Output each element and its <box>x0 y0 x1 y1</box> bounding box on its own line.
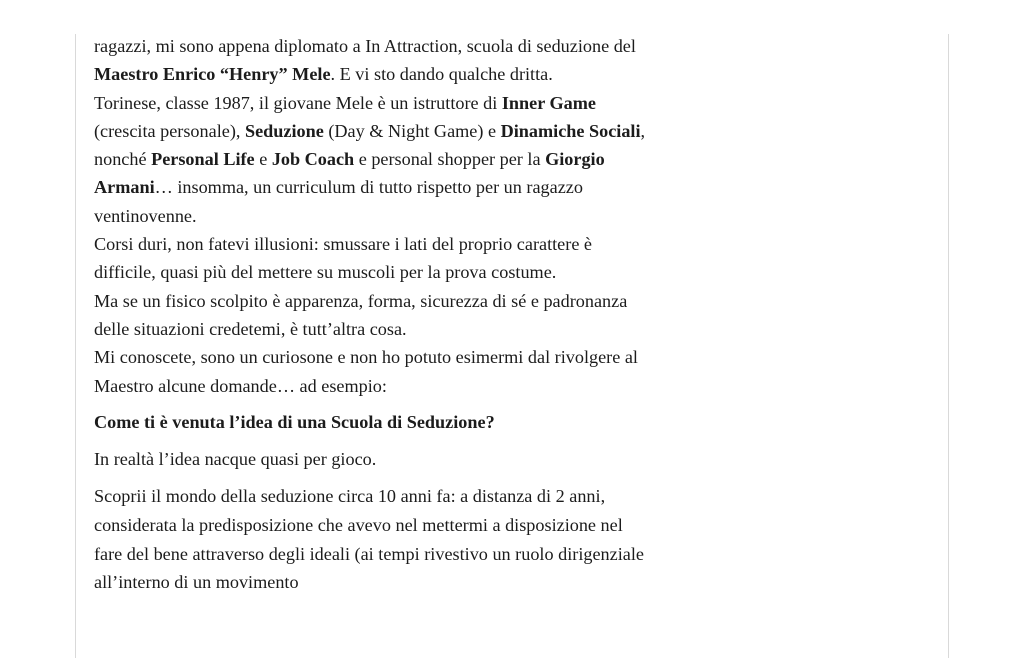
intro-text-4: (crescita personale), <box>94 120 245 141</box>
personal-life-bold: Personal Life <box>151 149 255 170</box>
job-coach-bold: Job Coach <box>271 149 355 170</box>
right-border-rule <box>948 34 949 658</box>
giorgio-armani-bold: Giorgio Armani <box>94 149 605 198</box>
dinamiche-sociali-bold: Dinamiche Sociali <box>500 120 641 141</box>
intro-text-12: Mi conoscete, sono un curiosone e non ho potuto esimermi dal rivolgere al Maestro alcune domande… ad esempio: <box>94 347 638 396</box>
intro-text-7: e <box>254 149 272 170</box>
intro-text-11: Ma se un fisico scolpito è apparenza, forma, sicurezza di sé e padronanza delle situazioni credetemi, è tutt’altra cosa. <box>94 290 628 339</box>
intro-text-2: . E vi sto dando qualche dritta. <box>330 64 553 85</box>
interview-question: Come ti è venuta l’idea di una Scuola di Seduzione? <box>94 411 495 432</box>
intro-text-1: ragazzi, mi sono appena diplomato a In Attraction, scuola di seduzione del <box>94 36 636 56</box>
left-border-rule <box>75 34 76 658</box>
intro-paragraph <box>94 32 654 400</box>
intro-text-6: , nonché <box>94 120 646 170</box>
answer-paragraph-1: In realtà l’idea nacque quasi per gioco. <box>94 448 377 469</box>
teacher-name-bold: Maestro Enrico “Henry” Mele <box>94 64 331 85</box>
seduzione-bold: Seduzione <box>244 120 324 141</box>
intro-text-3: Torinese, classe 1987, il giovane Mele è un istruttore di <box>94 92 502 113</box>
intro-text-8: e personal shopper per la <box>354 149 546 170</box>
intro-text-10: Corsi duri, non fatevi illusioni: smussare i lati del proprio carattere è difficile, quasi più del mettere su muscoli per la prova costume. <box>94 234 593 283</box>
answer-paragraph-2: Scoprii il mondo della seduzione circa 10 anni fa: a distanza di 2 anni, considerata la predisposizione che avevo nel mettermi a disposizione nel fare del bene attraverso degli ideali (ai tempi rivestivo un ruolo dirigenziale all’interno di un movimento <box>94 486 644 593</box>
article-body <box>94 32 654 597</box>
intro-text-9: … insomma, un curriculum di tutto rispetto per un ragazzo ventinovenne. <box>94 177 583 226</box>
intro-text-5: (Day & Night Game) e <box>323 120 501 141</box>
inner-game-bold: Inner Game <box>501 92 596 113</box>
